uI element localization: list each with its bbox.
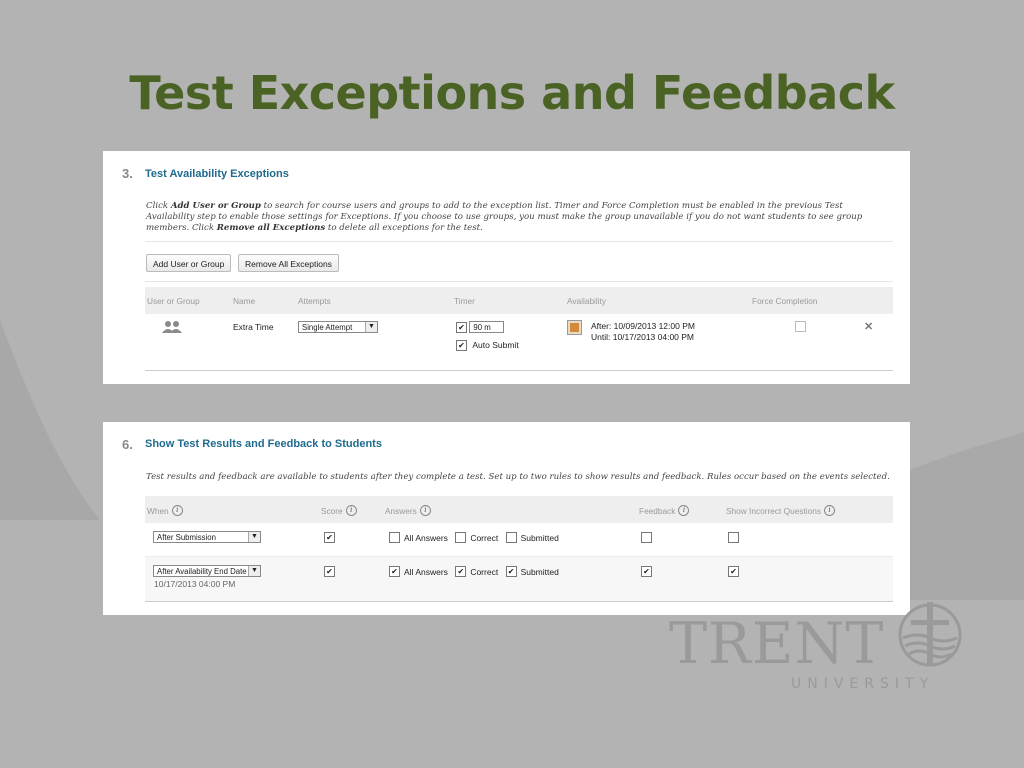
column-label: Answers: [385, 505, 417, 516]
show-incorrect-checkbox[interactable]: ✔: [728, 566, 739, 577]
when-select[interactable]: [153, 565, 261, 577]
correct-checkbox[interactable]: ✔: [455, 566, 466, 577]
remove-all-exceptions-button[interactable]: Remove All Exceptions: [238, 254, 339, 272]
description-text: to search for course users and groups to add to the exception list. Timer and Force Completion must be enabled in the previous Test Availability step to enable those settings for Exceptions. If you choose to use groups, you must make the group unavailable if you do not want students to see group members. Click: [146, 201, 863, 233]
divider: [145, 281, 893, 282]
section-title: Test Availability Exceptions: [145, 168, 289, 180]
feedback-checkbox[interactable]: [641, 532, 652, 543]
submitted-checkbox[interactable]: [506, 532, 517, 543]
info-icon[interactable]: i: [824, 505, 835, 516]
submitted-checkbox[interactable]: ✔: [506, 566, 517, 577]
column-user-or-group: User or Group: [147, 296, 200, 306]
description-text: Click: [146, 201, 171, 211]
close-icon[interactable]: ✕: [864, 321, 874, 333]
calendar-icon[interactable]: [567, 320, 582, 335]
column-when: [147, 505, 183, 516]
divider: [145, 241, 893, 242]
info-icon[interactable]: i: [420, 505, 431, 516]
row-background: [145, 557, 893, 601]
add-user-or-group-button[interactable]: Add User or Group: [146, 254, 231, 272]
table-bottom-border: [145, 601, 893, 602]
results-table-header: [145, 496, 893, 523]
when-select[interactable]: [153, 531, 261, 543]
show-incorrect-checkbox[interactable]: [728, 532, 739, 543]
column-score: [321, 505, 357, 516]
logo-subtitle: UNIVERSITY: [791, 676, 935, 692]
university-emblem-icon: [895, 600, 965, 670]
chevron-down-icon: ▼: [365, 322, 377, 332]
option-label: Submitted: [520, 532, 559, 543]
step-number: 6.: [122, 437, 133, 452]
answers-options: [389, 566, 564, 577]
availability-until: Until: 10/17/2013 04:00 PM: [591, 332, 695, 342]
option-label: Correct: [470, 532, 499, 543]
chevron-down-icon: ▼: [248, 566, 260, 576]
column-name: Name: [233, 296, 256, 306]
info-icon[interactable]: i: [346, 505, 357, 516]
info-icon[interactable]: i: [678, 505, 689, 516]
description-text: to delete all exceptions for the test.: [325, 223, 483, 233]
column-force-completion: Force Completion: [752, 296, 818, 306]
column-availability: Availability: [567, 296, 607, 306]
table-bottom-border: [145, 370, 893, 371]
section-title: Show Test Results and Feedback to Students: [145, 438, 382, 450]
section-description: Test results and feedback are available to students after they complete a test. Set up to two rules to show results and feedback. Rules occur based on the events selected.: [146, 472, 890, 482]
answer-option: [455, 532, 498, 543]
answer-option: [506, 566, 559, 577]
group-icon: [161, 320, 183, 334]
timer-input[interactable]: 90 m: [469, 321, 504, 333]
all-answers-checkbox[interactable]: ✔: [389, 566, 400, 577]
column-attempts: Attempts: [298, 296, 331, 306]
results-feedback-panel: [103, 422, 910, 615]
column-timer: Timer: [454, 296, 475, 306]
when-value: After Submission: [157, 533, 216, 542]
info-icon[interactable]: i: [172, 505, 183, 516]
column-feedback: [639, 505, 689, 516]
column-answers: [385, 505, 431, 516]
column-label: Feedback: [639, 505, 676, 516]
auto-submit-field: [456, 340, 519, 351]
slide-title: Test Exceptions and Feedback: [129, 66, 895, 120]
when-value: After Availability End Date: [157, 567, 247, 576]
exception-name: Extra Time: [233, 322, 274, 332]
timer-checkbox[interactable]: ✔: [456, 322, 467, 333]
exceptions-panel: [103, 151, 910, 384]
answers-options: [389, 532, 564, 545]
logo-wordmark: TRENT: [669, 611, 885, 677]
all-answers-checkbox[interactable]: [389, 532, 400, 543]
timer-field: [456, 321, 504, 333]
answer-option: [506, 532, 559, 543]
column-show-incorrect-questions: [726, 505, 835, 516]
option-label: Correct: [470, 566, 499, 577]
score-checkbox[interactable]: ✔: [324, 532, 335, 543]
column-label: When: [147, 505, 169, 516]
force-completion-checkbox[interactable]: [795, 321, 806, 332]
auto-submit-checkbox[interactable]: ✔: [456, 340, 467, 351]
option-label: All Answers: [404, 566, 448, 577]
chevron-down-icon: ▼: [248, 532, 260, 542]
feedback-checkbox[interactable]: ✔: [641, 566, 652, 577]
column-label: Score: [321, 505, 343, 516]
step-number: 3.: [122, 166, 133, 181]
section-description: [146, 201, 891, 234]
answer-option: [389, 532, 448, 543]
answer-option: [455, 566, 498, 577]
exceptions-table-header: [145, 287, 893, 314]
option-label: Submitted: [520, 566, 559, 577]
description-bold: Remove all Exceptions: [216, 223, 326, 233]
answer-option: [389, 566, 448, 577]
availability-after: After: 10/09/2013 12:00 PM: [591, 321, 695, 331]
auto-submit-label: Auto Submit: [472, 340, 519, 350]
correct-checkbox[interactable]: [455, 532, 466, 543]
attempts-value: Single Attempt: [302, 323, 353, 332]
column-label: Show Incorrect Questions: [726, 505, 821, 516]
description-bold: Add User or Group: [170, 201, 261, 211]
option-label: All Answers: [404, 532, 448, 543]
score-checkbox[interactable]: ✔: [324, 566, 335, 577]
attempts-select[interactable]: [298, 321, 378, 333]
end-date: 10/17/2013 04:00 PM: [154, 579, 236, 589]
